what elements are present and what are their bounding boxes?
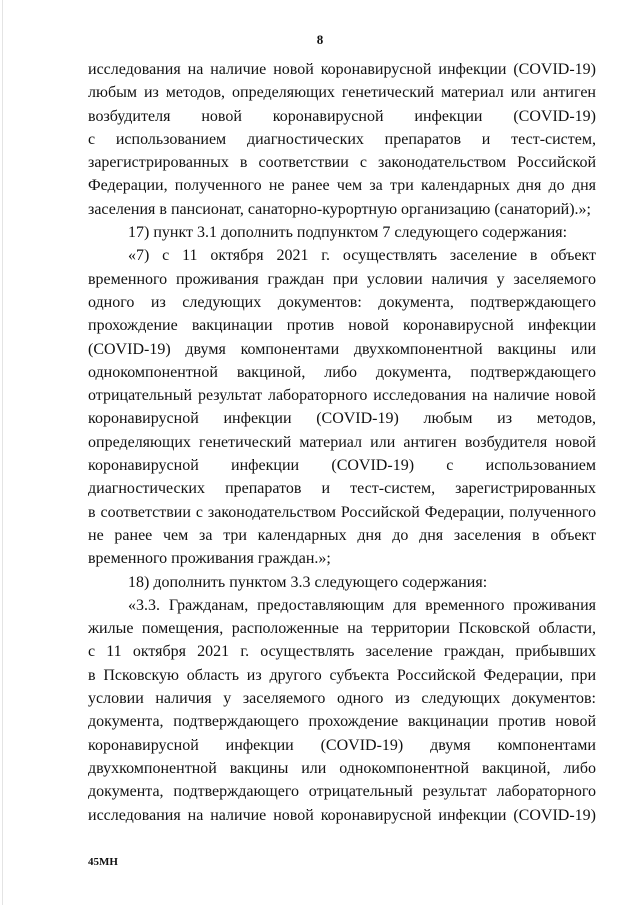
text-line: однокомпонентной вакциной, либо документа, подтверждающего: [88, 363, 596, 381]
footer-document-code: 45МН: [88, 856, 118, 868]
text-line: с использованием диагностических препаратов и тест-систем,: [88, 130, 596, 148]
text-line: (COVID-19) двумя компонентами двухкомпонентной вакцины или: [88, 340, 596, 358]
text-line: Федерации, полученного не ранее чем за три календарных дня до дня: [88, 177, 596, 195]
text-line: условии наличия у заселяемого одного из следующих документов:: [88, 690, 596, 708]
text-line: документа, подтверждающего отрицательный результат лабораторного: [88, 783, 596, 801]
text-line: диагностических препаратов и тест-систем, зарегистрированных: [88, 480, 596, 498]
text-line: зарегистрированных в соответствии с законодательством Российской: [88, 154, 596, 172]
text-line: с 11 октября 2021 г. осуществлять заселение граждан, прибывших: [88, 643, 596, 661]
text-line: коронавирусной инфекции (COVID-19) двумя компонентами: [88, 736, 596, 754]
text-line: заселения в пансионат, санаторно-курортную организацию (санаторий).»;: [88, 200, 591, 218]
text-line: временного проживания граждан при условии наличия у заселяемого: [88, 270, 596, 288]
text-line: жилые помещения, расположенные на территории Псковской области,: [88, 620, 596, 638]
text-line: одного из следующих документов: документа, подтверждающего: [88, 293, 596, 311]
text-line: в соответствии с законодательством Российской Федерации, полученного: [88, 503, 596, 521]
text-line: не ранее чем за три календарных дня до дня заселения в объект: [88, 526, 596, 544]
text-line: в Псковскую область из другого субъекта Российской Федерации, при: [88, 666, 596, 684]
text-line: исследования на наличие новой коронавирусной инфекции (COVID-19): [88, 61, 596, 78]
text-line: отрицательный результат лабораторного исследования на наличие новой: [88, 387, 596, 405]
page-number: 8: [316, 32, 324, 47]
text-line: любым из методов, определяющих генетический материал или антиген: [88, 84, 596, 102]
text-line: документа, подтверждающего прохождение вакцинации против новой: [88, 713, 596, 731]
text-line: «3.3. Гражданам, предоставляющим для временного проживания: [128, 596, 596, 614]
text-line: коронавирусной инфекции (COVID-19) с использованием: [88, 457, 596, 475]
scan-edge-line: [2, 0, 3, 905]
text-line: коронавирусной инфекции (COVID-19) любым из методов,: [88, 410, 596, 428]
text-line: прохождение вакцинации против новой коронавирусной инфекции: [88, 317, 596, 335]
text-line: исследования на наличие новой коронавирусной инфекции (COVID-19): [88, 806, 596, 824]
text-line: двухкомпонентной вакцины или однокомпонентной вакциной, либо: [88, 759, 596, 777]
text-line: возбудителя новой коронавирусной инфекции (COVID-19): [88, 107, 596, 125]
text-line: 17) пункт 3.1 дополнить подпунктом 7 следующего содержания:: [128, 224, 568, 242]
text-line: «7) с 11 октября 2021 г. осуществлять заселение в объект: [128, 247, 596, 265]
document-body: [88, 58, 596, 827]
text-line: 18) дополнить пунктом 3.3 следующего содержания:: [128, 573, 488, 591]
text-line: временного проживания граждан.»;: [88, 550, 331, 568]
text-line: определяющих генетический материал или антиген возбудителя новой: [88, 433, 596, 451]
